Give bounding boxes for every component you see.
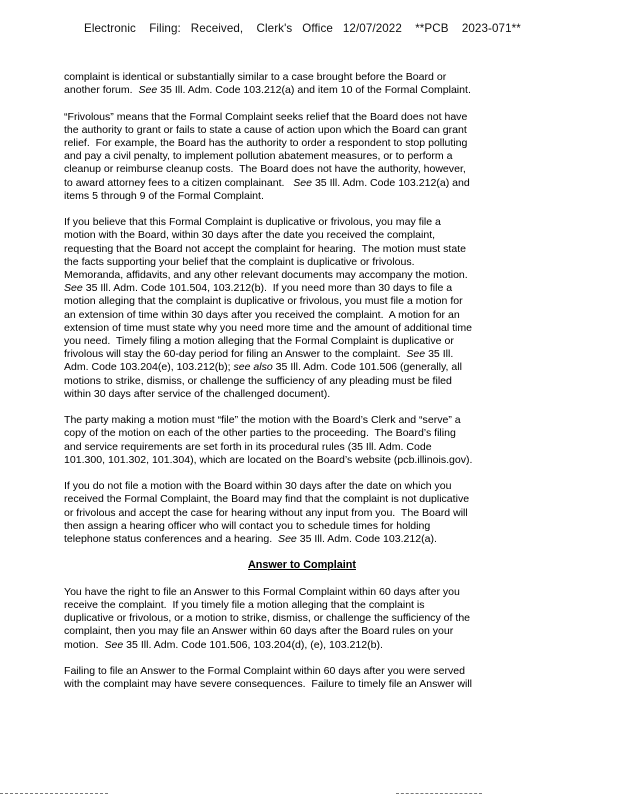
text-segment: motion. [64,638,105,651]
text-line [64,71,540,84]
paragraph [64,414,540,467]
text-segment: and pay a civil penalty, to implement pollution abatement measures, or to perform a [64,150,453,163]
text-line [64,256,540,269]
footer-rule-right [396,793,482,795]
text-segment: complaint, then you may file an Answer within 60 days after the Board rules on your [64,625,454,638]
filing-stamp: Electronic Filing: Received, Clerk's Office 12/07/2022 **PCB 2023-071** [84,22,521,35]
document-body [64,71,540,705]
citation-signal: See [104,638,124,651]
text-segment: frivolous will stay the 60-day period for filing an Answer to the complaint. [64,348,407,361]
text-segment: complaint is identical or substantially similar to a case brought before the Board or [64,71,447,83]
text-segment: “Frivolous” means that the Formal Complaint seeks relief that the Board does not have [64,110,468,123]
text-segment: motion with the Board, within 30 days after the date you received the complaint, [64,229,436,242]
text-line [64,586,540,599]
text-segment: 35 Ill. [425,348,454,361]
text-line [64,190,540,203]
text-segment: telephone status conferences and a hearing. [64,533,279,546]
text-segment: the authority to grant or fails to state a cause of action upon which the Board can grant [64,123,467,136]
text-segment: 35 Ill. Adm. Code 103.212(a). [296,533,437,546]
text-line [64,665,540,678]
citation-signal: see also [233,361,273,374]
citation-signal: See [64,282,83,295]
text-segment: requesting that the Board not accept the complaint for hearing. The motion must state [64,242,466,255]
text-line [64,427,540,440]
text-segment: You have the right to file an Answer to this Formal Complaint within 60 days after you [64,585,460,598]
text-segment: items 5 through 9 of the Formal Complaint. [64,189,264,202]
text-line [64,177,540,190]
text-segment: cleanup or reimburse cleanup costs. The Board does not have the authority, however, [64,163,466,176]
text-line [64,441,540,454]
text-line [64,639,540,652]
text-line [64,375,540,388]
text-line [64,282,540,295]
text-segment: an extension of time within 30 days after you received the complaint. A motion for an [64,308,460,321]
citation-signal: See [406,348,426,361]
text-segment: then assign a hearing officer who will contact you to schedule times for holding [64,519,431,532]
text-segment: relief. For example, the Board has the authority to order a respondent to stop polluting [64,137,468,149]
paragraph-group-before [64,71,540,546]
text-segment: 101.300, 101.302, 101.304), which are located on the Board’s website (pcb.illinois.gov). [64,453,473,466]
text-segment: to award attorney fees to a citizen complainant. [64,176,294,189]
text-segment: you need. Timely filing a motion alleging that the Formal Complaint is duplicative or [64,335,454,348]
text-segment: 35 Ill. Adm. Code 103.212(a) and item 10 of the Formal Complaint. [157,84,471,97]
text-line [64,150,540,163]
text-line [64,533,540,546]
text-segment: received the Formal Complaint, the Board may find that the complaint is not duplicative [64,493,470,506]
text-line [64,216,540,229]
text-line [64,269,540,282]
text-segment: within 30 days after service of the challenged document). [64,387,331,400]
text-line [64,243,540,256]
text-line [64,507,540,520]
text-line [64,520,540,533]
text-segment: 35 Ill. Adm. Code 101.504, 103.212(b). If you need more than 30 days to file a [82,282,453,295]
text-segment: and service requirements are set forth in its procedural rules (35 Ill. Adm. Code [64,440,432,453]
text-line [64,137,540,150]
text-line [64,335,540,348]
text-line [64,361,540,374]
text-segment: Failing to file an Answer to the Formal Complaint within 60 days after you were served [64,665,465,678]
text-line [64,625,540,638]
text-line [64,493,540,506]
text-segment: 35 Ill. Adm. Code 103.212(a) and [312,176,470,189]
paragraph [64,71,540,97]
text-segment: extension of time must state why you need more time and the amount of additional time [64,321,473,334]
paragraph [64,480,540,546]
section-heading: Answer to Complaint [248,559,356,572]
paragraph [64,665,540,691]
text-segment: another forum. [64,84,139,97]
footer-rule-left [0,793,108,795]
citation-signal: See [293,176,313,189]
text-segment: Adm. Code 103.204(e), 103.212(b); [64,361,234,374]
text-segment: or frivolous and accept the case for hearing without any input from you. The Board will [64,506,468,519]
text-segment: copy of the motion on each of the other parties to the proceeding. The Board’s filing [64,427,456,440]
text-line [64,388,540,401]
text-segment: If you do not file a motion with the Board within 30 days after the date on which you [64,480,452,493]
text-line [64,348,540,361]
text-line [64,309,540,322]
text-line [64,454,540,467]
text-segment: receive the complaint. If you timely file a motion alleging that the complaint is [64,599,425,612]
text-segment: If you believe that this Formal Complaint is duplicative or frivolous, you may file a [64,216,441,229]
text-line [64,414,540,427]
text-segment: motion alleging that the complaint is duplicative or frivolous, you must file a motion for [64,295,463,308]
citation-signal: See [278,533,297,546]
text-line [64,84,540,97]
text-segment: The party making a motion must “file” the motion with the Board’s Clerk and “serve” a [64,414,461,427]
text-line [64,163,540,176]
paragraph-group-after [64,586,540,692]
text-line [64,111,540,124]
text-line [64,229,540,242]
text-segment: 35 Ill. Adm. Code 101.506 (generally, all [272,361,462,374]
text-line [64,480,540,493]
paragraph [64,216,540,401]
text-segment: Memoranda, affidavits, and any other relevant documents may accompany the motion. [64,269,468,282]
text-segment: the facts supporting your belief that the complaint is duplicative or frivolous. [64,255,415,268]
text-line [64,678,540,691]
text-segment: with the complaint may have severe consequences. Failure to timely file an Answer will [64,678,473,691]
text-line [64,599,540,612]
text-segment: 35 Ill. Adm. Code 101.506, 103.204(d), (e), 103.212(b). [123,638,383,651]
text-segment: duplicative or frivolous, or a motion to strike, dismiss, or challenge the sufficiency of the [64,612,471,625]
text-line [64,295,540,308]
paragraph [64,586,540,652]
paragraph [64,111,540,203]
text-line [64,612,540,625]
text-line [64,322,540,335]
text-line [64,124,540,137]
citation-signal: See [138,84,158,97]
text-segment: motions to strike, dismiss, or challenge the sufficiency of any pleading must be filed [64,374,452,387]
